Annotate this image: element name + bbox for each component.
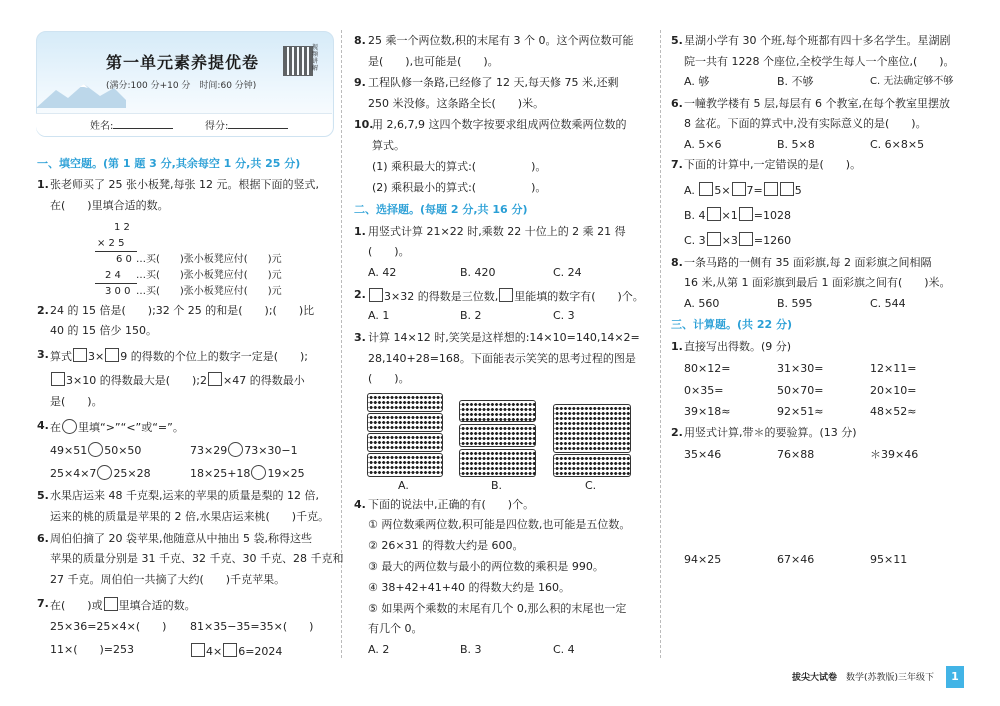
q1-line-2 bbox=[95, 283, 137, 284]
q7-eq-4: 4× 6=2024 bbox=[190, 643, 282, 659]
p3-label-b[interactable]: B. bbox=[491, 479, 503, 492]
p8-text-2[interactable]: 16 米,从第 1 面彩旗到最后 1 面彩旗之间有( )米。 bbox=[684, 276, 951, 289]
p4-number: 4. bbox=[354, 498, 366, 511]
q6-text-3[interactable]: 27 千克。周伯伯一共摘了大约( )千克苹果。 bbox=[50, 573, 286, 586]
p1-text: 用竖式计算 21×22 时,乘数 22 十位上的 2 乘 21 得 bbox=[368, 225, 626, 238]
q7-text: 在( )或 里填合适的数。 bbox=[50, 599, 196, 612]
p2-option-b[interactable]: B. 2 bbox=[460, 309, 482, 322]
q7-eq-1[interactable]: 25×36=25×4×( ) bbox=[50, 620, 167, 633]
q3-number: 3. bbox=[37, 348, 49, 361]
p8-number: 8. bbox=[671, 256, 683, 269]
p6-option-a[interactable]: A. 5×6 bbox=[684, 138, 722, 151]
q1-blank-row-2[interactable]: …买( )张小板凳应付( )元 bbox=[136, 270, 282, 281]
p3-text-3[interactable]: ( )。 bbox=[368, 372, 410, 385]
q10-number: 10. bbox=[354, 118, 374, 131]
q8-text-2[interactable]: 是( ),也可能是( )。 bbox=[368, 55, 499, 68]
p1-option-a[interactable]: A. 42 bbox=[368, 266, 397, 279]
dot-array-c-2 bbox=[553, 454, 631, 477]
digit-box[interactable] bbox=[764, 182, 778, 196]
section-3-title: 三、计算题。(共 22 分) bbox=[671, 318, 793, 331]
dot-array-a-3 bbox=[367, 433, 443, 452]
p2-option-c[interactable]: C. 3 bbox=[553, 309, 575, 322]
score-label: 得分: bbox=[205, 121, 229, 132]
qr-label: 视频讲解 bbox=[312, 44, 319, 72]
p5-text-2[interactable]: 院一共有 1228 个座位,全校学生每人一个座位,( )。 bbox=[684, 55, 955, 68]
exam-title: 第一单元素养提优卷 bbox=[106, 53, 260, 72]
calc-item[interactable]: 50×70= bbox=[777, 384, 824, 397]
c2-number: 2. bbox=[671, 426, 683, 439]
q1-blank-row-3[interactable]: …买( )张小板凳应付( )元 bbox=[136, 286, 282, 297]
p5-option-c[interactable]: C. 无法确定够不够 bbox=[870, 76, 954, 87]
p6-option-b[interactable]: B. 5×8 bbox=[777, 138, 815, 151]
answer-box[interactable] bbox=[191, 643, 205, 657]
q6-number: 6. bbox=[37, 532, 49, 545]
calc-item[interactable]: 80×12= bbox=[684, 362, 731, 375]
p7-text[interactable]: 下面的计算中,一定错误的是( )。 bbox=[684, 158, 862, 171]
p3-label-a[interactable]: A. bbox=[398, 479, 409, 492]
q2-text-2: 40 的 15 倍少 150。 bbox=[50, 324, 157, 337]
p8-option-c[interactable]: C. 544 bbox=[870, 297, 906, 310]
answer-box[interactable] bbox=[51, 372, 65, 386]
digit-box[interactable] bbox=[780, 182, 794, 196]
vertical-calc[interactable]: ＊39×46 bbox=[870, 448, 919, 461]
p2-text: 3×32 的得数是三位数, 里能填的数字有( )个。 bbox=[368, 288, 644, 304]
q1-number: 1. bbox=[37, 178, 49, 191]
q9-text: 工程队修一条路,已经修了 12 天,每天修 75 米,还剩 bbox=[368, 76, 619, 89]
q2-text[interactable]: 24 的 15 倍是( );32 个 25 的和是( );( )比 bbox=[50, 304, 315, 317]
calc-item[interactable]: 39×18≈ bbox=[684, 405, 731, 418]
p1-option-b[interactable]: B. 420 bbox=[460, 266, 496, 279]
p5-text: 星湖小学有 30 个班,每个班都有四十多名学生。星湖剧 bbox=[684, 34, 951, 47]
name-label: 姓名: bbox=[90, 121, 114, 132]
q4-row-2b: 18×25+18 19×25 bbox=[190, 467, 305, 480]
q1-vertical-2: × 2 5 bbox=[97, 238, 125, 249]
q5-text: 水果店运来 48 千克梨,运来的苹果的质量是梨的 12 倍, bbox=[50, 489, 319, 502]
p7-option-c[interactable]: C. 3 ×3 =1260 bbox=[684, 234, 792, 247]
vertical-calc[interactable]: 76×88 bbox=[777, 448, 815, 461]
c1-number: 1. bbox=[671, 340, 683, 353]
answer-box[interactable] bbox=[104, 597, 118, 611]
q5-text-2[interactable]: 运来的桃的质量是苹果的 2 倍,水果店运来桃( )千克。 bbox=[50, 510, 330, 523]
p6-text-2[interactable]: 8 盆花。下面的算式中,没有实际意义的是( )。 bbox=[684, 117, 927, 130]
q10-text: 用 2,6,7,9 这四个数字按要求组成两位数乘两位数的 bbox=[372, 118, 627, 131]
compare-circle[interactable] bbox=[251, 465, 266, 480]
q2-number: 2. bbox=[37, 304, 49, 317]
qr-code-icon[interactable] bbox=[283, 46, 313, 76]
p1-option-c[interactable]: C. 24 bbox=[553, 266, 582, 279]
calc-item[interactable]: 92×51≈ bbox=[777, 405, 824, 418]
score-field[interactable] bbox=[205, 118, 288, 134]
p7-option-b[interactable]: B. 4 ×1 =1028 bbox=[684, 209, 791, 222]
dot-array-b-3 bbox=[459, 449, 536, 477]
dot-array-c-1 bbox=[553, 404, 631, 453]
q7-number: 7. bbox=[37, 597, 49, 610]
p6-option-c[interactable]: C. 6×8×5 bbox=[870, 138, 925, 151]
p7-number: 7. bbox=[671, 158, 683, 171]
p7-option-a[interactable]: A. 5× 7= 5 bbox=[684, 184, 802, 197]
q10-text-2: 算式。 bbox=[372, 139, 405, 152]
answer-box[interactable] bbox=[73, 348, 87, 362]
dot-array-a-4 bbox=[367, 453, 443, 477]
exam-subtitle: (满分:100 分+10 分 时间:60 分钟) bbox=[106, 81, 257, 91]
answer-box[interactable] bbox=[223, 643, 237, 657]
q7-eq-2[interactable]: 81×35−35=35×( ) bbox=[190, 620, 314, 633]
q7-eq-3[interactable]: 11×( )=253 bbox=[50, 643, 135, 656]
q3-line-1: 算式 3× 9 的得数的个位上的数字一定是( ); bbox=[50, 350, 309, 363]
p4-item-2: ② 26×31 的得数大约是 600。 bbox=[368, 539, 524, 552]
p8-option-a[interactable]: A. 560 bbox=[684, 297, 720, 310]
answer-box[interactable] bbox=[369, 288, 383, 302]
p4-item-3: ③ 最大的两位数与最小的两位数的乘积是 990。 bbox=[368, 560, 604, 573]
digit-box[interactable] bbox=[707, 207, 721, 221]
q6-text: 周伯伯摘了 20 袋苹果,他随意从中抽出 5 袋,称得这些 bbox=[50, 532, 312, 545]
p4-option-a[interactable]: A. 2 bbox=[368, 643, 390, 656]
compare-circle[interactable] bbox=[228, 442, 243, 457]
calc-item[interactable]: 0×35= bbox=[684, 384, 724, 397]
p4-option-b[interactable]: B. 3 bbox=[460, 643, 482, 656]
dot-array-a-2 bbox=[367, 413, 443, 432]
p8-option-b[interactable]: B. 595 bbox=[777, 297, 813, 310]
q1-vertical-5: 3 0 0 bbox=[105, 286, 131, 297]
p4-option-c[interactable]: C. 4 bbox=[553, 643, 575, 656]
q4-row-1b: 73×29 73×30−1 bbox=[190, 444, 298, 457]
p3-text: 计算 14×12 时,笑笑是这样想的:14×10=140,14×2= bbox=[368, 331, 640, 344]
vertical-calc[interactable]: 94×25 bbox=[684, 553, 722, 566]
c2-text: 用竖式计算,带＊的要验算。(13 分) bbox=[684, 426, 857, 439]
page-number: 1 bbox=[946, 666, 964, 688]
vertical-calc[interactable]: 35×46 bbox=[684, 448, 722, 461]
footer-brand: 拔尖大试卷 bbox=[792, 673, 838, 683]
p4-text[interactable]: 下面的说法中,正确的有( )个。 bbox=[368, 498, 535, 511]
p4-item-4: ④ 38+42+41+40 的得数大约是 160。 bbox=[368, 581, 570, 594]
p5-option-a[interactable]: A. 够 bbox=[684, 75, 710, 88]
vertical-calc[interactable]: 95×11 bbox=[870, 553, 908, 566]
p1-number: 1. bbox=[354, 225, 366, 238]
q1-text-2: 在( )里填合适的数。 bbox=[50, 199, 169, 212]
c1-text: 直接写出得数。(9 分) bbox=[684, 340, 792, 353]
p5-number: 5. bbox=[671, 34, 683, 47]
calc-item[interactable]: 12×11= bbox=[870, 362, 917, 375]
q1-blank-row-1[interactable]: …买( )张小板凳应付( )元 bbox=[136, 254, 282, 265]
q4-text: 在 里填“>”“<”或“=”。 bbox=[50, 421, 184, 434]
p1-text-2[interactable]: ( )。 bbox=[368, 245, 410, 258]
dot-array-b-2 bbox=[459, 424, 536, 447]
dot-array-b-1 bbox=[459, 400, 536, 422]
circle-blank[interactable] bbox=[62, 419, 77, 434]
compare-circle[interactable] bbox=[88, 442, 103, 457]
digit-box[interactable] bbox=[739, 232, 753, 246]
vertical-calc[interactable]: 67×46 bbox=[777, 553, 815, 566]
q1-text: 张老师买了 25 张小板凳,每张 12 元。根据下面的竖式, bbox=[50, 178, 319, 191]
calc-item[interactable]: 31×30= bbox=[777, 362, 824, 375]
p6-text: 一幢教学楼有 5 层,每层有 6 个教室,在每个教室里摆放 bbox=[684, 97, 950, 110]
q9-number: 9. bbox=[354, 76, 366, 89]
p2-option-a[interactable]: A. 1 bbox=[368, 309, 390, 322]
digit-box[interactable] bbox=[699, 182, 713, 196]
p2-number: 2. bbox=[354, 288, 366, 301]
p3-label-c[interactable]: C. bbox=[585, 479, 597, 492]
p8-text: 一条马路的一侧有 35 面彩旗,每 2 面彩旗之间相隔 bbox=[684, 256, 932, 269]
digit-box[interactable] bbox=[707, 232, 721, 246]
q8-number: 8. bbox=[354, 34, 366, 47]
q1-vertical-4: 2 4 bbox=[105, 270, 121, 281]
q6-text-2: 苹果的质量分别是 31 千克、32 千克、30 千克、28 千克和 bbox=[50, 552, 344, 565]
q4-row-2a: 25×4×7 25×28 bbox=[50, 467, 151, 480]
footer-subject: 数学(苏教版)三年级下 bbox=[846, 673, 935, 683]
q9-text-2[interactable]: 250 米没修。这条路全长( )米。 bbox=[368, 97, 545, 110]
q3-line-2: 3×10 的得数最大是( );2 ×47 的得数最小 bbox=[50, 372, 305, 388]
compare-circle[interactable] bbox=[97, 465, 112, 480]
p4-item-5: ⑤ 如果两个乘数的末尾有几个 0,那么积的末尾也一定 bbox=[368, 602, 627, 615]
section-1-title: 一、填空题。(第 1 题 3 分,其余每空 1 分,共 25 分) bbox=[37, 157, 301, 170]
q1-line-1 bbox=[95, 251, 137, 252]
answer-box[interactable] bbox=[499, 288, 513, 302]
q10-sub-1[interactable]: (1) 乘积最大的算式:( )。 bbox=[372, 160, 547, 173]
digit-box[interactable] bbox=[739, 207, 753, 221]
p5-option-b[interactable]: B. 不够 bbox=[777, 75, 814, 88]
q4-number: 4. bbox=[37, 419, 49, 432]
q8-text: 25 乘一个两位数,积的末尾有 3 个 0。这个两位数可能 bbox=[368, 34, 634, 47]
calc-item[interactable]: 48×52≈ bbox=[870, 405, 917, 418]
q10-sub-2[interactable]: (2) 乘积最小的算式:( )。 bbox=[372, 181, 547, 194]
name-field[interactable] bbox=[90, 118, 173, 134]
p4-item-5-tail: 有几个 0。 bbox=[368, 622, 423, 635]
p3-number: 3. bbox=[354, 331, 366, 344]
answer-box[interactable] bbox=[208, 372, 222, 386]
digit-box[interactable] bbox=[732, 182, 746, 196]
q1-vertical-3: 6 0 bbox=[116, 254, 132, 265]
dot-array-a-1 bbox=[367, 393, 443, 412]
p4-item-1: ① 两位数乘两位数,积可能是四位数,也可能是五位数。 bbox=[368, 518, 631, 531]
q4-row-1a: 49×51 50×50 bbox=[50, 444, 142, 457]
q3-line-3: 是( )。 bbox=[50, 395, 103, 408]
calc-item[interactable]: 20×10= bbox=[870, 384, 917, 397]
answer-box[interactable] bbox=[105, 348, 119, 362]
q5-number: 5. bbox=[37, 489, 49, 502]
p6-number: 6. bbox=[671, 97, 683, 110]
section-2-title: 二、选择题。(每题 2 分,共 16 分) bbox=[354, 203, 528, 216]
q1-vertical-1: 1 2 bbox=[114, 222, 130, 233]
p3-text-2: 28,140+28=168。下面能表示笑笑的思考过程的图是 bbox=[368, 352, 636, 365]
